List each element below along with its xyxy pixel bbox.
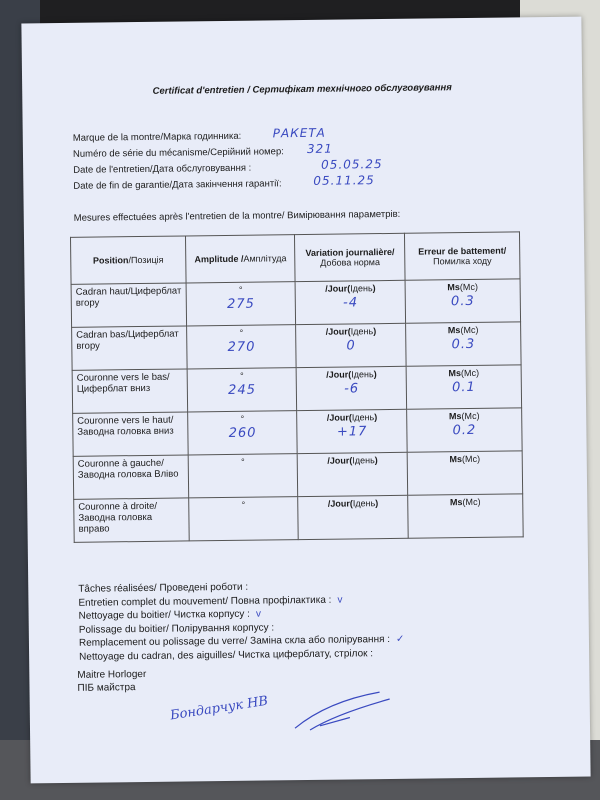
degree-symbol: ° — [240, 370, 244, 381]
ms-unit: Ms(Мс) — [447, 324, 479, 336]
variation-value: -4 — [343, 295, 359, 311]
cell-variation — [297, 366, 407, 410]
warranty-label: Date de fin de garantie/Дата закінчення гарантії: — [73, 178, 282, 192]
cell-variation — [296, 323, 406, 367]
variation-value — [302, 467, 403, 468]
error-value: 0.3 — [450, 293, 475, 310]
table-row — [71, 279, 520, 327]
service-date-value: 05.05.25 — [321, 157, 383, 172]
signature-flourish-icon — [290, 687, 401, 738]
cell-amplitude — [188, 411, 298, 455]
brand-value: РАКЕТА — [272, 125, 326, 141]
tasks-heading: Tâches réalisées/ Проведені роботи : — [78, 581, 249, 595]
header-variation: Variation journalière/Добова норма — [295, 233, 405, 281]
jour-unit: /Jour(Ідень) — [325, 283, 376, 294]
cell-error — [406, 322, 521, 366]
degree-symbol: ° — [239, 327, 244, 338]
cell-position: Cadran haut/Циферблат вгору — [71, 283, 186, 327]
serial-label: Numéro de série du mécanisme/Серійний номер: — [72, 146, 284, 160]
variation-value: 0 — [346, 338, 356, 354]
degree-symbol: ° — [238, 284, 243, 295]
cell-amplitude — [188, 454, 298, 498]
cell-variation — [297, 409, 407, 453]
error-value — [412, 508, 518, 509]
jour-unit: /Jour(Ідень) — [327, 455, 378, 466]
task-case-cleaning: Nettoyage du boitier/ Чистка корпусу : v — [78, 608, 261, 622]
master-label-fr: Maitre Horloger — [77, 668, 147, 681]
degree-symbol: ° — [241, 456, 245, 467]
jour-unit: /Jour(Ідень) — [326, 369, 377, 380]
cell-error — [405, 279, 520, 323]
amplitude-value: 275 — [227, 296, 256, 312]
jour-unit: /Jour(Ідень) — [327, 498, 379, 509]
cell-position: Cadran bas/Циферблат вгору — [72, 326, 187, 370]
cell-amplitude — [186, 282, 296, 326]
measurement-table — [70, 231, 524, 542]
cell-amplitude — [189, 497, 299, 541]
variation-value: -6 — [344, 381, 360, 397]
certificate-sheet — [21, 17, 590, 784]
cell-amplitude — [187, 368, 297, 412]
table-body — [71, 279, 523, 542]
cell-amplitude — [186, 325, 296, 369]
task-full-service: Entretien complet du mouvement/ Повна профілактика : v — [78, 594, 343, 609]
variation-value — [303, 510, 404, 511]
header-amplitude: Amplitude /Амплітуда — [185, 235, 295, 283]
error-value: 0.1 — [451, 379, 476, 396]
cell-position: Couronne à droite/Заводна головка вправо — [74, 498, 189, 542]
task-dial-cleaning: Nettoyage du cadran, des aiguilles/ Чистка циферблату, стрілок : — [79, 647, 374, 663]
amplitude-value — [193, 468, 294, 469]
amplitude-value: 260 — [228, 425, 257, 441]
cell-variation — [296, 280, 406, 324]
cell-variation — [298, 452, 408, 496]
amplitude-value: 245 — [228, 382, 257, 398]
ms-unit: Ms(Мс) — [449, 453, 481, 465]
degree-symbol: ° — [240, 413, 245, 424]
certificate-title: Certificat d'entretien / Сертифікат технічного обслуговування — [152, 82, 452, 97]
measures-label: Mesures effectuées après l'entretien de la montre/ Вимірювання параметрів: — [73, 208, 401, 224]
error-value: 0.3 — [451, 336, 476, 353]
amplitude-value: 270 — [227, 339, 256, 355]
master-label — [77, 668, 146, 695]
service-date-label: Date de l'entretien/Дата обслуговування : — [73, 162, 252, 176]
task-case-polishing: Polissage du boitier/ Полірування корпусу : — [78, 621, 275, 636]
cell-error — [408, 494, 523, 538]
amplitude-value — [193, 511, 294, 512]
jour-unit: /Jour(Ідень) — [326, 412, 378, 423]
cell-error — [406, 365, 521, 409]
cell-variation — [298, 495, 408, 539]
cell-error — [407, 408, 522, 452]
table-row — [72, 365, 521, 413]
table-row — [73, 451, 522, 499]
ms-unit: Ms(Мс) — [448, 367, 480, 379]
ms-unit: Ms(Мс) — [448, 410, 480, 422]
check-mark-icon: v — [255, 608, 261, 620]
ms-unit: Ms(Мс) — [449, 496, 481, 508]
header-error: Erreur de battement/Помилка ходу — [405, 232, 520, 280]
header-position: Position/Позиція — [70, 236, 185, 284]
task-glass-replacement: Remplacement ou polissage du verre/ Заміна скла або полірування : ✓ — [78, 633, 405, 649]
brand-label: Marque de la montre/Марка годинника: — [72, 130, 242, 144]
cell-position: Couronne à gauche/ Заводна головка Вліво — [73, 455, 188, 499]
table-row — [73, 408, 522, 456]
master-label-ua: ПІБ майстра — [77, 682, 136, 694]
table-row — [74, 494, 523, 542]
check-mark-icon: ✓ — [395, 633, 405, 645]
ms-unit: Ms(Мс) — [447, 281, 479, 293]
table-header-row — [70, 232, 520, 284]
cell-error — [407, 451, 522, 495]
signature-text: Бондарчук НВ — [169, 693, 270, 724]
variation-value: +17 — [336, 424, 368, 440]
cell-position: Couronne vers le bas/Циферблат вниз — [72, 369, 187, 413]
check-mark-icon: v — [337, 594, 343, 606]
error-value — [412, 465, 518, 466]
table-row — [72, 322, 521, 370]
warranty-value: 05.11.25 — [313, 173, 375, 188]
serial-value: 321 — [306, 141, 333, 156]
error-value: 0.2 — [452, 422, 477, 439]
cell-position: Couronne vers le haut/Заводна головка вниз — [73, 412, 188, 456]
tasks-section — [78, 577, 539, 664]
degree-symbol: ° — [241, 499, 246, 510]
watch-info — [73, 125, 534, 195]
jour-unit: /Jour(Ідень) — [325, 326, 377, 337]
